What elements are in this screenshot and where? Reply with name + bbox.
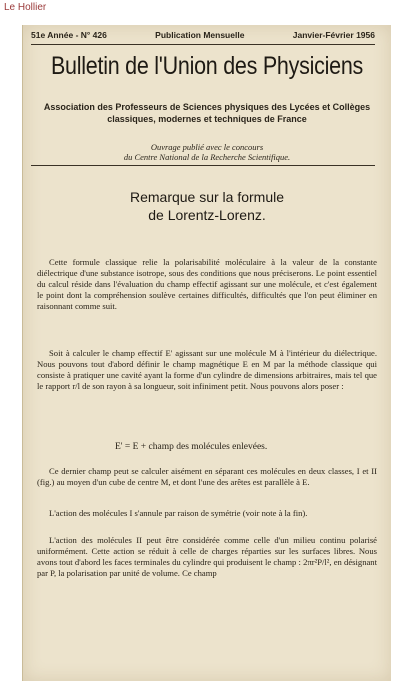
paragraph-4: L'action des molécules I s'annule par raison de symétrie (voir note à la fin). <box>49 508 308 518</box>
association-text: Association des Professeurs de Sciences physiques des Lycées et Collèges classiques, modernes et techniques de France <box>43 102 371 124</box>
paragraph-5: L'action des molécules II peut être considérée comme celle d'un milieu continu polarisé uniformément. Cette action se réduit à celle de charges réparties sur les surfaces libres. Nous avons tout d'abord les faces terminales du cylindre qui produisent le champ : 2πr²P/l², en désignant par P, la polarisation par unité de volume. Ce champ <box>37 535 377 578</box>
journal-page <box>22 25 391 681</box>
paragraph-2: Soit à calculer le champ effectif E' agissant sur une molécule M à l'intérieur du diélectrique. Nous pouvons tout d'abord définir le champ magnétique E en M par la méthode classique qui consiste à pratiquer une cavité ayant la forme d'un cylindre de dimensions arbitraires, mais tel que le rapport r/l de son rayon à sa longueur, soit infiniment petit. Nous pouvons alors poser : <box>37 348 377 391</box>
publication-frequency: Publication Mensuelle <box>155 30 245 40</box>
paragraph-3: Ce dernier champ peut se calculer aisément en séparant ces molécules en deux classes, I et II (fig.) au moyen d'un cube de centre M, et dont l'une des arêtes est parallèle à E. <box>37 466 377 487</box>
issue-number: 51e Année - N° 426 <box>31 30 107 40</box>
header-line <box>31 30 375 40</box>
subtitle-line-2: du Centre National de la Recherche Scientifique. <box>123 152 291 162</box>
header-rule <box>31 44 375 45</box>
formula: E' = E + champ des molécules enlevées. <box>115 442 268 452</box>
article-title-line-1: Remarque sur la formule <box>129 189 285 205</box>
brand-watermark: Le Hollier <box>4 2 47 13</box>
paragraph-1: Cette formule classique relie la polarisabilité moléculaire à la valeur de la constante diélectrique d'une substance isotrope, sous des conditions que nous préciserons. Le point essentiel du calcul réside dans l'évaluation du champ effectif agissant sur une molécule, et c'est également le point dont la compréhension soulève certaines difficultés, difficultés que l'on peut éliminer en raisonnant comme suit. <box>37 257 377 311</box>
journal-title: Bulletin de l'Union des Physiciens <box>50 52 364 80</box>
article-title <box>23 188 391 224</box>
issue-date: Janvier-Février 1956 <box>292 30 375 40</box>
article-title-line-2: de Lorentz-Lorenz. <box>148 207 266 223</box>
subtitle-line-1: Ouvrage publié avec le concours <box>150 142 264 152</box>
subtitle <box>23 142 391 162</box>
subtitle-rule <box>31 165 375 166</box>
